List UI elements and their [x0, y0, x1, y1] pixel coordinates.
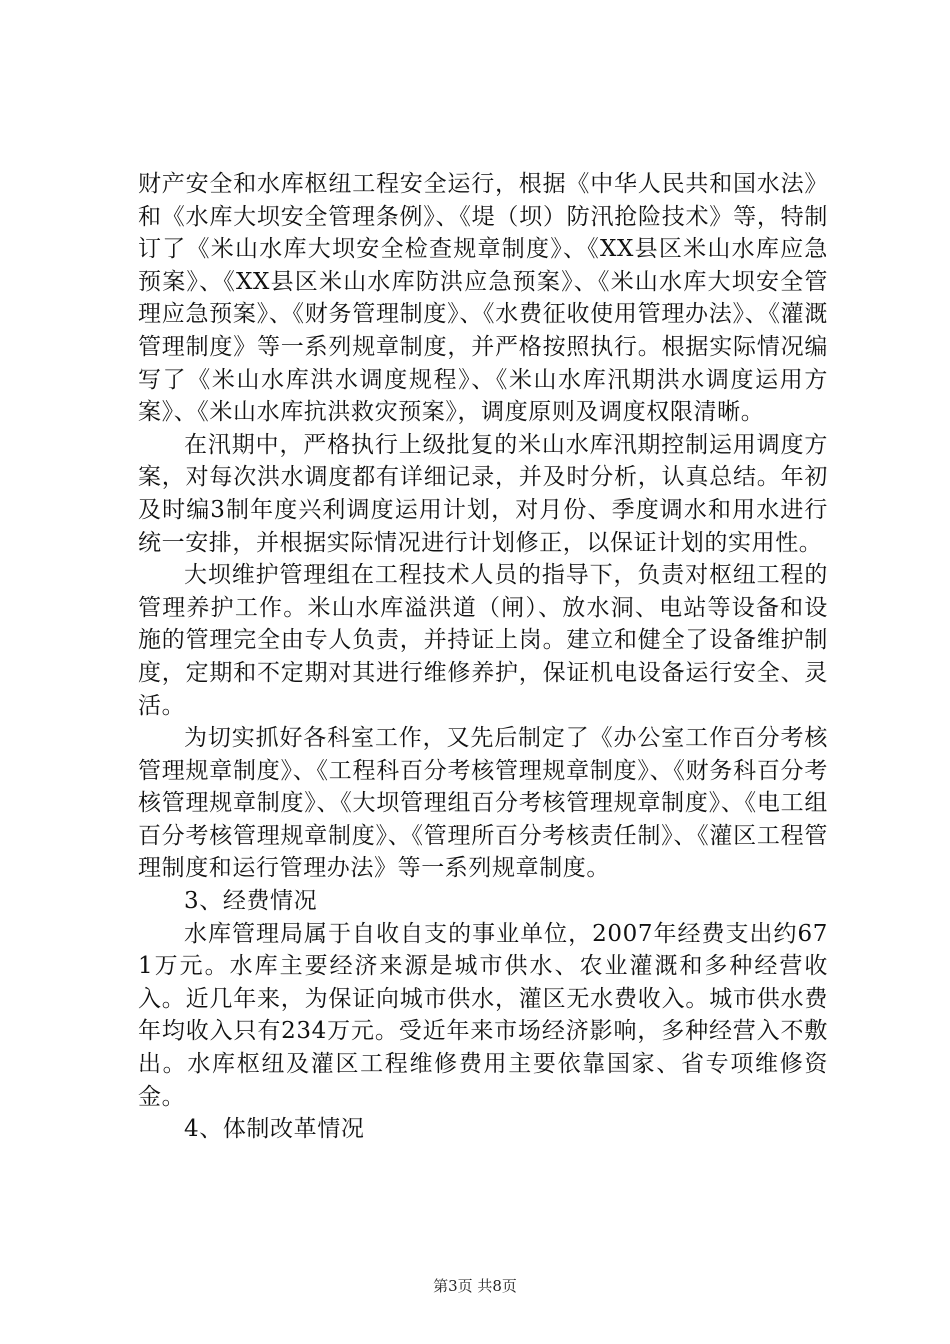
document-body: [138, 168, 828, 1146]
paragraph-flood-season: 在汛期中，严格执行上级批复的米山水库汛期控制运用调度方案，对每次洪水调度都有详细记录，并及时分析，认真总结。年初及时编3制年度兴利调度运用计划，对月份、季度调水和用水进行统一安排，并根据实际情况进行计划修正，以保证计划的实用性。: [138, 431, 828, 556]
paragraph-department-assessment: 为切实抓好各科室工作，又先后制定了《办公室工作百分考核管理规章制度》、《工程科百分考核管理规章制度》、《财务科百分考核管理规章制度》、《大坝管理组百分考核管理规章制度》、《电工组百分考核管理规章制度》、《管理所百分考核责任制》、《灌区工程管理制度和运行管理办法》等一系列规章制度。: [138, 725, 828, 882]
section-heading-reform: 4、体制改革情况: [184, 1116, 365, 1143]
paragraph-funding: 水库管理局属于自收自支的事业单位，2007年经费支出约671万元。水库主要经济来源是城市供水、农业灌溉和多种经营收入。近几年来，为保证向城市供水，灌区无水费收入。城市供水费年均收入只有234万元。受近年来市场经济影响，多种经营入不敷出。水库枢纽及灌区工程维修费用主要依靠国家、省专项维修资金。: [138, 920, 828, 1110]
section-heading-funding: 3、经费情况: [184, 888, 318, 915]
page-footer: 第3页 共8页: [433, 1277, 517, 1295]
paragraph-dam-maintenance: 大坝维护管理组在工程技术人员的指导下，负责对枢纽工程的管理养护工作。米山水库溢洪道（闸）、放水洞、电站等设备和设施的管理完全由专人负责，并持证上岗。建立和健全了设备维护制度，定期和不定期对其进行维修养护，保证机电设备运行安全、灵活。: [138, 562, 828, 719]
paragraph-regulations: 财产安全和水库枢纽工程安全运行，根据《中华人民共和国水法》和《水库大坝安全管理条例》、《堤（坝）防汛抢险技术》等，特制订了《米山水库大坝安全检查规章制度》、《XX县区米山水库应急预案》、《XX县区米山水库防洪应急预案》、《米山水库大坝安全管理应急预案》、《财务管理制度》、《水费征收使用管理办法》、《灌溉管理制度》等一系列规章制度，并严格按照执行。根据实际情况编写了《米山水库洪水调度规程》、《米山水库汛期洪水调度运用方案》、《米山水库抗洪救灾预案》，调度原则及调度权限清晰。: [138, 171, 828, 426]
